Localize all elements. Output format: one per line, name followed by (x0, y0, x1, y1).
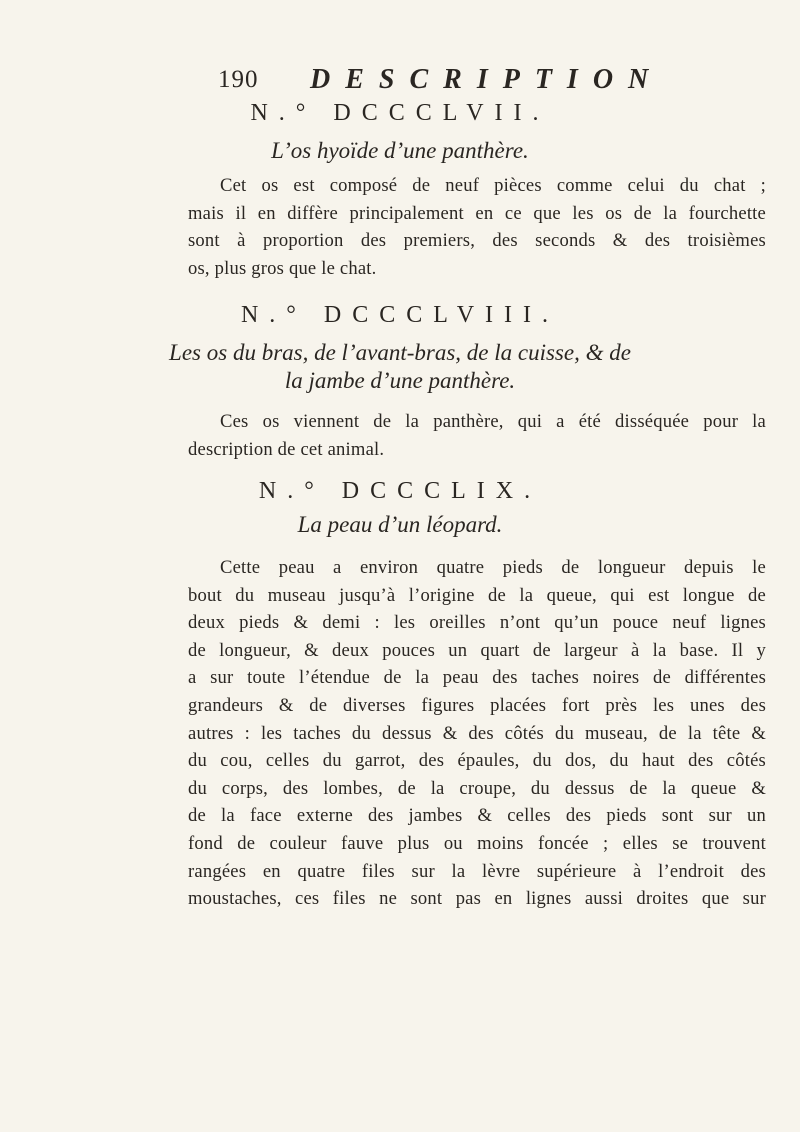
text-line: a sur toute l’étendue de la peau des taches noires de différentes (188, 667, 766, 689)
text-line: Cette peau a environ quatre pieds de longueur depuis le (220, 557, 766, 578)
running-title: DESCRIPTION (310, 64, 664, 95)
text-line: description de cet animal. (188, 438, 385, 460)
text-line: Cet os est composé de neuf pièces comme celui du chat ; (220, 175, 766, 196)
text-line: grandeurs & de diverses figures placées fort près les unes des (188, 694, 766, 716)
text-line: os, plus gros que le chat. (188, 257, 377, 279)
paragraph (188, 408, 766, 463)
text-line: autres : les taches du dessus & des côtés du museau, de la tête & (188, 722, 766, 744)
text-line: rangées en quatre files sur la lèvre supérieure à l’endroit des (188, 860, 766, 882)
section-number: N.° DCCCLVII. (250, 100, 550, 126)
running-head (218, 64, 664, 98)
text-line: du cou, celles du garrot, des épaules, du dos, du haut des côtés (188, 750, 766, 772)
text-line: du corps, des lombes, de la croupe, du dessus de la queue & (188, 777, 766, 799)
section-number: N.° DCCCLVIII. (240, 302, 560, 328)
text-line: mais il en diffère principalement en ce que les os de la fourchette (188, 202, 766, 224)
text-line: Ces os viennent de la panthère, qui a été disséquée pour la (220, 411, 766, 432)
section-title-line: la jambe d’une panthère. (284, 368, 516, 393)
section-title-line: Les os du bras, de l’avant-bras, de la cuisse, & de (169, 340, 631, 365)
text-line: deux pieds & demi : les oreilles n’ont qu’un pouce neuf lignes (188, 612, 766, 634)
text-line: de longueur, & deux pouces un quart de largeur à la base. Il y (188, 639, 766, 661)
section-title: La peau d’un léopard. (297, 512, 503, 537)
section-number: N.° DCCCLIX. (258, 478, 542, 504)
section-title: L’os hyoïde d’une panthère. (271, 138, 529, 163)
text-line: sont à proportion des premiers, des seconds & des troisièmes (188, 230, 766, 252)
paragraph (188, 554, 766, 913)
text-line: fond de couleur fauve plus ou moins foncée ; elles se trouvent (188, 832, 766, 854)
text-line: bout du museau jusqu’à l’origine de la queue, qui est longue de (188, 584, 766, 606)
text-line: moustaches, ces files ne sont pas en lignes aussi droites que sur (188, 888, 766, 910)
page-number: 190 (218, 66, 259, 93)
text-line: de la face externe des jambes & celles des pieds sont sur un (188, 805, 766, 827)
paragraph (188, 172, 766, 282)
